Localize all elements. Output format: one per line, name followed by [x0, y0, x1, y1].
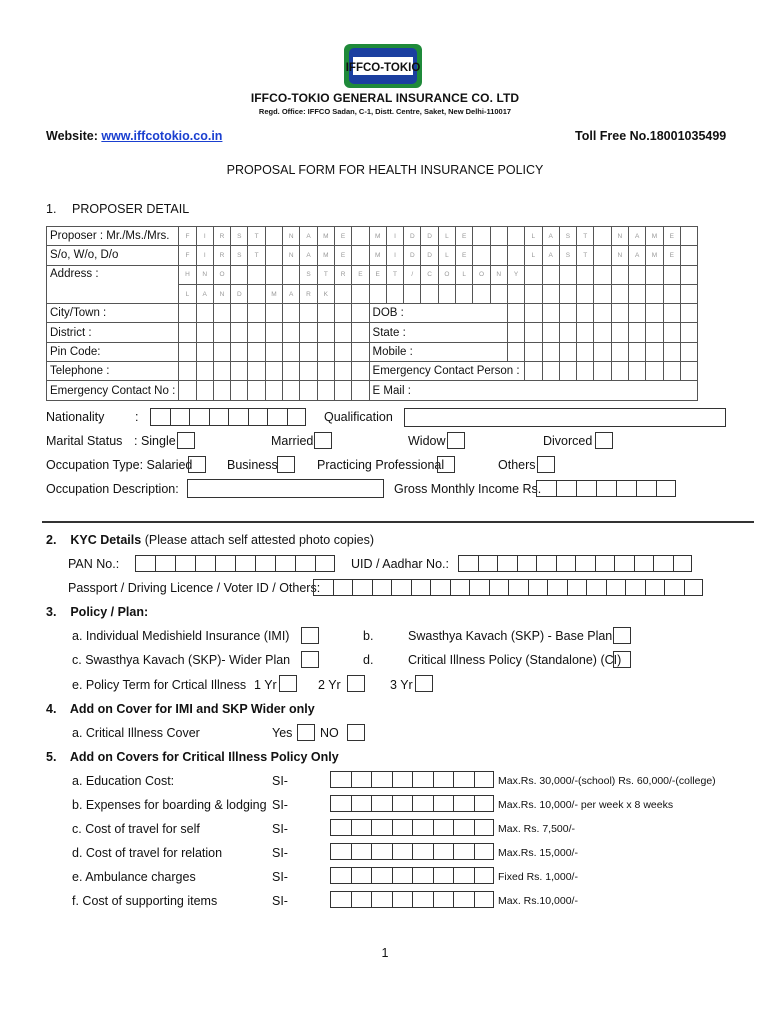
yr1-checkbox[interactable]: [279, 675, 297, 692]
addon-max-limit: Max. Rs.10,000/-: [498, 895, 578, 907]
salaried-checkbox[interactable]: [188, 456, 206, 473]
plan-a-checkbox[interactable]: [301, 627, 319, 644]
professional-checkbox[interactable]: [437, 456, 455, 473]
qualification-input[interactable]: [404, 408, 726, 427]
plan-b-letter: b.: [363, 629, 374, 643]
section1-title: PROPOSER DETAIL: [72, 202, 190, 216]
city-label: City/Town :: [47, 304, 179, 323]
nationality-colon: :: [135, 410, 139, 424]
emergency-no-label: Emergency Contact No :: [47, 381, 179, 400]
addon-si-boxes[interactable]: [330, 795, 494, 812]
section3-heading: 3. Policy / Plan:: [46, 605, 149, 619]
proposer-label: Proposer : Mr./Ms./Mrs.: [47, 227, 179, 246]
district-label: District :: [47, 323, 179, 342]
plan-a-label: a. Individual Medishield Insurance (IMI): [72, 629, 290, 643]
nationality-boxes[interactable]: [150, 408, 306, 426]
yes-label: Yes: [272, 726, 293, 740]
single-checkbox[interactable]: [177, 432, 195, 449]
divorced-label: Divorced: [543, 434, 593, 448]
addon-max-limit: Max.Rs. 10,000/- per week x 8 weeks: [498, 799, 674, 811]
gross-income-label: Gross Monthly Income Rs.: [394, 482, 542, 496]
addon-max-limit: Max.Rs. 15,000/-: [498, 847, 578, 859]
section2-subtitle: (Please attach self attested photo copies): [144, 533, 374, 547]
website-link[interactable]: www.iffcotokio.co.in: [101, 129, 223, 143]
no-label: NO: [320, 726, 339, 740]
addon-si-label: SI-: [272, 870, 288, 884]
occupation-label: Occupation Type: Salaried: [46, 458, 193, 472]
yes-checkbox[interactable]: [297, 724, 315, 741]
regd-office: Regd. Office: IFFCO Sadan, C-1, Distt. Centre, Saket, New Delhi-110017: [258, 107, 512, 116]
section4-title: Add on Cover for IMI and SKP Wider only: [69, 702, 315, 716]
marital-label: Marital Status: [46, 434, 123, 448]
others-checkbox[interactable]: [537, 456, 555, 473]
section1-number: 1.: [46, 202, 57, 216]
company-name: IFFCO-TOKIO GENERAL INSURANCE CO. LTD: [250, 91, 520, 105]
section4-heading: 4. Add on Cover for IMI and SKP Wider only: [46, 702, 315, 716]
addon-si-boxes[interactable]: [330, 819, 494, 836]
state-label: State :: [369, 323, 507, 342]
so-label: S/o, W/o, D/o: [47, 246, 179, 265]
dob-label: DOB :: [369, 304, 507, 323]
addon-si-label: SI-: [272, 846, 288, 860]
plan-d-label: Critical Illness Policy (Standalone) (CI): [408, 653, 622, 667]
plan-e-label: e. Policy Term for Crtical Illness: [72, 678, 247, 692]
iffco-tokio-logo: [344, 44, 422, 88]
email-label: E Mail :: [369, 381, 698, 400]
addon-si-boxes[interactable]: [330, 843, 494, 860]
qualification-label: Qualification: [324, 410, 393, 424]
uid-boxes[interactable]: [458, 555, 692, 572]
telephone-label: Telephone :: [47, 362, 179, 381]
section5-title: Add on Covers for Critical Illness Policy Only: [69, 750, 339, 764]
page-number: 1: [381, 946, 389, 960]
addon-item-label: e. Ambulance charges: [72, 870, 196, 884]
addon-si-boxes[interactable]: [330, 867, 494, 884]
others-label: Others: [498, 458, 536, 472]
pan-boxes[interactable]: [135, 555, 335, 572]
plan-d-checkbox[interactable]: [613, 651, 631, 668]
critical-cover-label: a. Critical Illness Cover: [72, 726, 200, 740]
yr3-checkbox[interactable]: [415, 675, 433, 692]
addon-item-label: f. Cost of supporting items: [72, 894, 218, 908]
yr3-label: 3 Yr: [390, 678, 413, 692]
addon-si-label: SI-: [272, 822, 288, 836]
addon-si-boxes[interactable]: [330, 891, 494, 908]
married-checkbox[interactable]: [314, 432, 332, 449]
passport-boxes[interactable]: [313, 579, 703, 596]
divorced-checkbox[interactable]: [595, 432, 613, 449]
section2-heading: 2. KYC Details (Please attach self attested photo copies): [46, 533, 374, 547]
addon-si-label: SI-: [272, 798, 288, 812]
business-label: Business: [227, 458, 278, 472]
no-checkbox[interactable]: [347, 724, 365, 741]
section3-title: Policy / Plan:: [70, 605, 149, 619]
widow-checkbox[interactable]: [447, 432, 465, 449]
nationality-label: Nationality: [46, 410, 105, 424]
addon-item-label: b. Expenses for boarding & lodging: [72, 798, 267, 812]
addon-max-limit: Fixed Rs. 1,000/-: [498, 871, 578, 883]
addon-si-label: SI-: [272, 894, 288, 908]
toll-free: Toll Free No.18001035499: [575, 129, 727, 143]
addon-max-limit: Max. Rs. 7,500/-: [498, 823, 576, 835]
single-label: : Single: [134, 434, 176, 448]
occupation-desc-input[interactable]: [187, 479, 384, 498]
addon-si-label: SI-: [272, 774, 288, 788]
addon-max-limit: Max.Rs. 30,000/-(school) Rs. 60,000/-(college): [498, 775, 716, 787]
plan-b-checkbox[interactable]: [613, 627, 631, 644]
occupation-desc-label: Occupation Description:: [46, 482, 179, 496]
section-divider: [42, 521, 754, 523]
section2-title: KYC Details: [70, 533, 142, 547]
addon-si-boxes[interactable]: [330, 771, 494, 788]
plan-d-letter: d.: [363, 653, 374, 667]
addon-item-label: a. Education Cost:: [72, 774, 175, 788]
gross-income-boxes[interactable]: [536, 480, 676, 497]
uid-label: UID / Aadhar No.:: [351, 557, 449, 571]
passport-label: Passport / Driving Licence / Voter ID / Others:: [68, 581, 321, 595]
plan-c-checkbox[interactable]: [301, 651, 319, 668]
website-line: [46, 129, 222, 143]
professional-label: Practicing Professional: [317, 458, 445, 472]
yr2-checkbox[interactable]: [347, 675, 365, 692]
website-label: Website:: [46, 129, 98, 143]
addon-item-label: d. Cost of travel for relation: [72, 846, 223, 860]
yr1-label: 1 Yr: [254, 678, 277, 692]
widow-label: Widow: [408, 434, 446, 448]
plan-c-label: c. Swasthya Kavach (SKP)- Wider Plan: [72, 653, 291, 667]
form-title: PROPOSAL FORM FOR HEALTH INSURANCE POLICY: [226, 163, 544, 177]
emergency-person-label: Emergency Contact Person :: [369, 362, 525, 381]
addon-item-label: c. Cost of travel for self: [72, 822, 200, 836]
yr2-label: 2 Yr: [318, 678, 341, 692]
pin-label: Pin Code:: [47, 342, 179, 361]
address-label: Address :: [47, 265, 179, 304]
logo-text: IFFCO-TOKIO: [345, 62, 421, 74]
pan-label: PAN No.:: [68, 557, 120, 571]
business-checkbox[interactable]: [277, 456, 295, 473]
section5-heading: 5. Add on Covers for Critical Illness Policy Only: [46, 750, 339, 764]
married-label: Married: [271, 434, 314, 448]
mobile-label: Mobile :: [369, 342, 507, 361]
plan-b-label: Swasthya Kavach (SKP) - Base Plan: [408, 629, 613, 643]
proposer-table: Proposer : Mr./Ms./Mrs. F I R S T N A M E M I D D L E L A S T N A M E S/o, W/o, D/o F I R S T N A M E M I D D L E L A S T N A M E Address : H N O S T R E E T / C O L O N Y L A N D M A R K City/Town : DOB : District : State : Pin Code: Mobile : Telephone : Emergency Contact Person : Emergency Contact No : E Mail :: [46, 226, 698, 401]
